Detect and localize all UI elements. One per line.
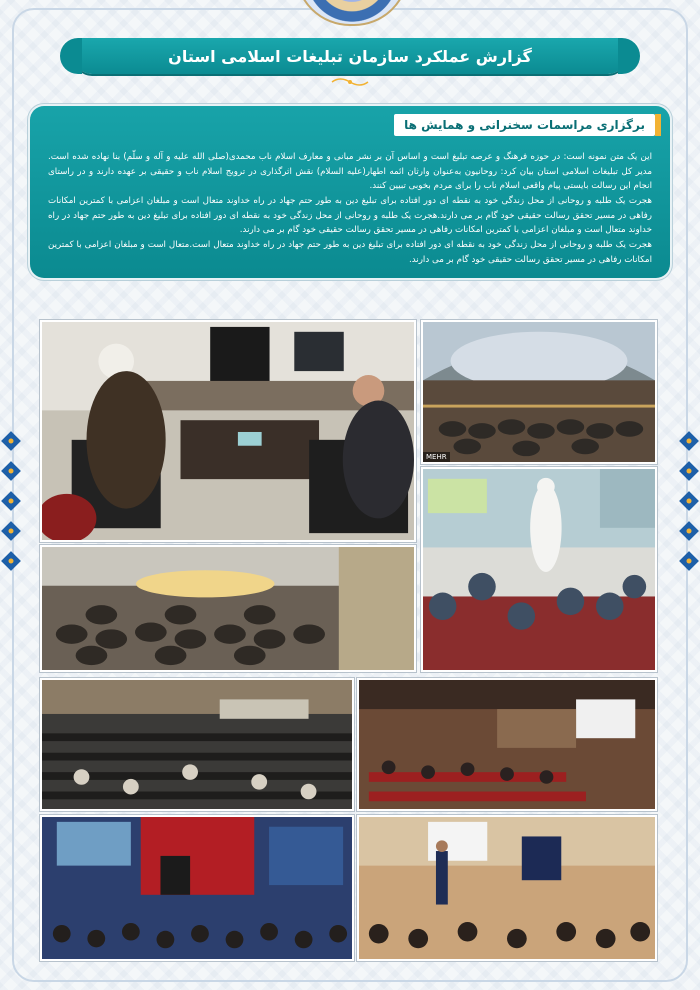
photo-lecture-hall-1 — [40, 678, 354, 811]
photo-conference-stage — [40, 815, 354, 961]
paragraph-2: هجرت یک طلبه و روحانی از محل زندگی خود به نقطه ای دور افتاده برای تبلیغ دین به طور حتم جهاد در راه خداوند متعال است و مبلغان اعزامی با کمترین امکانات رفاهی در مسیر تحقق رسالت حقیقی خود گام بر می دارند.هجرت یک طلبه و روحانی از محل زندگی خود به نقطه ای دور افتاده برای تبلیغ دین به طور حتم جهاد در راه خداوند متعال است و مبلغان اعزامی با کمترین امکانات رفاهی در مسیر تحقق رسالت حقیقی خود گام بر می دارند. — [48, 196, 652, 235]
photo-caption: MEHR — [423, 452, 450, 462]
paragraph-1: این یک متن نمونه است: در حوزه فرهنگ و عرصه تبلیغ است و اساس آن بر نشر مبانی و معارف اسلام ناب محمدی(صلی الله علیه و آله و سلّم) بنا نهاده شده است. مدیر کل تبلیغات اسلامی استان بیان کرد: روحانیون به‌عنوان وارثان ائمه اطهار(علیه السلام) نقش اثرگذاری در ترویج اسلام ناب و حقیقی بر عهده دارند و در راستای انجام این رسالت بایستی پیام واقعی اسلام ناب را برای مردم بخوبی تبیین کنند. — [48, 152, 652, 191]
title-banner — [74, 38, 626, 74]
left-ornament — [0, 430, 26, 580]
right-ornament — [674, 430, 700, 580]
photo-office-meeting — [40, 320, 416, 542]
photo-mosque-prayer — [421, 320, 657, 464]
photo-speaker-presentation — [357, 815, 657, 961]
photo-auditorium — [357, 678, 657, 811]
paragraph-3: هجرت یک طلبه و روحانی از محل زندگی خود به نقطه ای دور افتاده برای تبلیغ دین به طور حتم جهاد در راه خداوند متعال است.متعال است و مبلغان اعزامی با کمترین امکانات رفاهی در مسیر تحقق رسالت حقیقی خود گام بر می دارند. — [48, 240, 652, 265]
text-box — [30, 106, 670, 278]
section-heading: برگزاری مراسمات سخنرانی و همایش ها — [394, 114, 655, 136]
page-title: گزارش عملکرد سازمان تبلیغات اسلامی استان — [168, 46, 532, 66]
photo-children-class — [421, 467, 657, 672]
title-ornament — [330, 76, 370, 88]
photo-mosque-congregation — [40, 545, 416, 672]
